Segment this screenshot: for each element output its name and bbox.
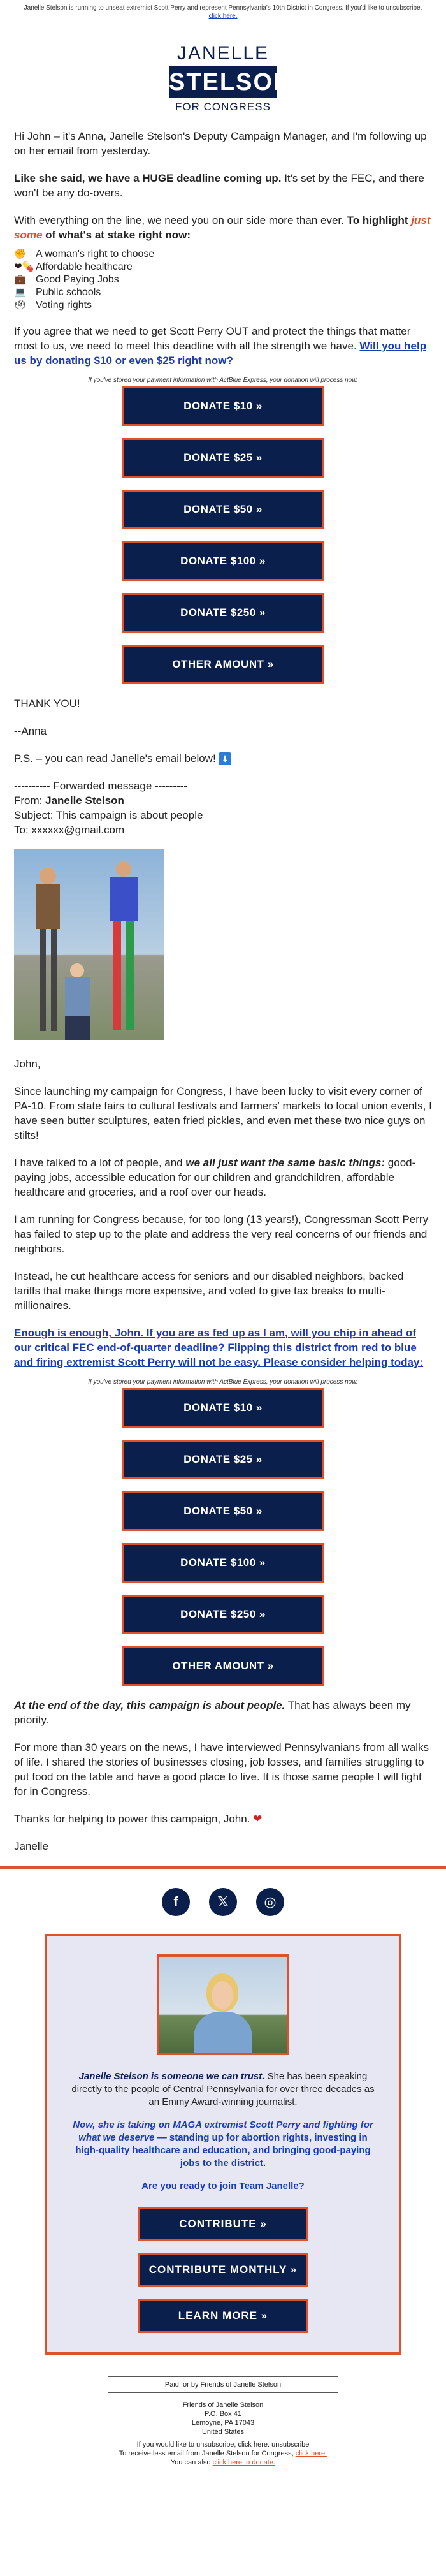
donation-ask — [14, 324, 432, 368]
intro-paragraph: Hi John – it's Anna, Janelle Stelson's Deputy Campaign Manager, and I'm following up on her email from yesterday. — [14, 130, 427, 157]
from-label: From: — [14, 794, 46, 807]
stakes-intro-bold: To highlight — [347, 214, 412, 226]
donation-ask-link[interactable]: Will you help us by donating $10 or even $25 right now? — [14, 340, 427, 367]
list-item-label: Good Paying Jobs — [36, 274, 119, 285]
deadline-bold: Like she said, we have a HUGE deadline coming up. — [14, 172, 282, 184]
donate-other-button[interactable]: OTHER AMOUNT » — [122, 1646, 324, 1686]
donate-50-button[interactable]: DONATE $50 » — [122, 490, 324, 529]
facebook-icon[interactable]: f — [162, 1888, 190, 1916]
letter-signature: Janelle — [14, 1840, 48, 1852]
bio-paragraph — [70, 2070, 376, 2109]
briefcase-icon: 💼 — [14, 274, 26, 285]
contribute-monthly-button[interactable]: CONTRIBUTE MONTHLY » — [138, 2253, 308, 2287]
contribute-button[interactable]: CONTRIBUTE » — [138, 2207, 308, 2241]
learn-more-button[interactable]: LEARN MORE » — [138, 2299, 308, 2333]
preheader-unsubscribe-link[interactable]: click here. — [208, 13, 238, 20]
instagram-icon[interactable]: ◎ — [256, 1888, 284, 1916]
po-box: P.O. Box 41 — [205, 2410, 241, 2418]
donate-25-button[interactable]: DONATE $25 » — [122, 1440, 324, 1479]
actblue-note-2: If you've stored your payment information with ActBlue Express, your donation will process now. — [88, 1379, 358, 1386]
donate-250-button[interactable]: DONATE $250 » — [122, 593, 324, 633]
join-question — [70, 2180, 376, 2193]
campaign-logo — [0, 40, 446, 116]
forward-from — [14, 793, 432, 808]
letter-paragraph-5 — [14, 1698, 432, 1727]
forward-to: To: xxxxxx@gmail.com — [14, 824, 125, 836]
paid-for-disclaimer: Paid for by Friends of Janelle Stelson — [108, 2376, 338, 2393]
donate-10-button[interactable]: DONATE $10 » — [122, 386, 324, 426]
list-item-label: A woman's right to choose — [36, 248, 155, 260]
section-divider — [0, 1866, 446, 1869]
letter-greeting: John, — [14, 1058, 41, 1070]
donate-100-button[interactable]: DONATE $100 » — [122, 1543, 324, 1583]
donate-50-button[interactable]: DONATE $50 » — [122, 1491, 324, 1531]
less-email-text: To receive less email from Janelle Stelson for Congress, — [119, 2450, 296, 2457]
letter-paragraph-7 — [14, 1811, 432, 1826]
country-line: United States — [201, 2428, 245, 2436]
deadline-rest: It's set by the FEC, and there won't be any do-overs. — [14, 172, 424, 199]
preheader — [0, 0, 446, 20]
actblue-note: If you've stored your payment information with ActBlue Express, your donation will process now. — [88, 377, 358, 384]
email-body — [0, 129, 446, 368]
letter-paragraph-2 — [14, 1155, 432, 1199]
taking-on-rest: — standing up for abortion rights, investing in high-quality healthcare and education, and bringing good-paying jobs to the district. — [75, 2132, 371, 2169]
ps-body: P.S. – you can read Janelle's email below! — [14, 752, 219, 765]
p2-rest: good-paying jobs, accessible education for our children and grandchildren, affordable healthcare and groceries, and a roof over our heads. — [14, 1157, 416, 1198]
letter-paragraph-4: Instead, he cut healthcare access for seniors and our disabled neighbors, backed tariffs that make things more expensive, and voted to give tax breaks to multi-millionaires. — [14, 1270, 404, 1312]
donate-other-button[interactable]: OTHER AMOUNT » — [122, 645, 324, 684]
donate-25-button[interactable]: DONATE $25 » — [122, 438, 324, 478]
logo-last-name: STELSON — [169, 66, 277, 98]
donate-250-button[interactable]: DONATE $250 » — [122, 1595, 324, 1634]
org-name: Friends of Janelle Stelson — [182, 2401, 264, 2409]
signature-anna: --Anna — [14, 725, 47, 737]
preheader-text: Janelle Stelson is running to unseat extremist Scott Perry and represent Pennsylvania's 10th District in Congress. If you'd like to unsubscribe, — [24, 4, 422, 11]
donation-ask-text: If you agree that we need to get Scott Perry OUT and protect the things that matter most to us, we need to meet this deadline with all the strength we have. — [14, 325, 411, 352]
letter-paragraph-3: I am running for Congress because, for too long (13 years!), Congressman Scott Perry has failed to step up to the plate and address the very real concerns of our friends and neighbors. — [14, 1213, 429, 1255]
p2-start: I have talked to a lot of people, and — [14, 1157, 186, 1169]
forwarded-header — [14, 779, 432, 837]
taking-on-bold: Now, she is taking on MAGA extremist Scott Perry and fighting for what we deserve — [73, 2119, 373, 2143]
list-item — [14, 298, 432, 311]
stakes-intro — [14, 213, 432, 242]
stilts-photo — [14, 849, 164, 1040]
less-email-link[interactable]: click here. — [295, 2450, 327, 2457]
signoff-section — [0, 696, 446, 1370]
donate-line — [0, 2458, 446, 2467]
letter-paragraph-1: Since launching my campaign for Congress, I have been lucky to visit every corner of PA-10. From state fairs to cultural festivals and farmers' markets to local union events, I have seen butter sculptures, eaten fried pickles, and even met these two nice guys on stilts! — [14, 1085, 432, 1141]
p5-bold: At the end of the day, this campaign is about people. — [14, 1699, 285, 1711]
thanks-text: THANK YOU! — [14, 698, 80, 710]
ballot-box-icon: 🗳 — [14, 299, 27, 311]
footer-card — [45, 1934, 401, 2355]
stakes-intro-start: With everything on the line, we need you on our side more than ever. — [14, 214, 347, 226]
list-item-label: Voting rights — [36, 299, 92, 311]
taking-on-paragraph — [70, 2119, 376, 2170]
laptop-icon: 💻 — [14, 286, 26, 298]
donate-buttons-2 — [0, 1388, 446, 1686]
list-item — [14, 247, 432, 260]
candidate-photo — [157, 1954, 289, 2055]
list-item-label: Affordable healthcare — [36, 261, 133, 272]
list-item — [14, 260, 432, 273]
list-item-label: Public schools — [36, 286, 101, 298]
donate-line-link[interactable]: click here to donate. — [212, 2459, 276, 2466]
x-icon[interactable]: 𝕏 — [209, 1888, 237, 1916]
donate-10-button[interactable]: DONATE $10 » — [122, 1388, 324, 1428]
from-name: Janelle Stelson — [45, 794, 124, 807]
heart-icon: ❤ — [253, 1813, 263, 1825]
letter-closing — [0, 1698, 446, 1854]
stakes-intro-highlight: just some — [14, 214, 431, 241]
unsubscribe-line[interactable]: If you would like to unsubscribe, click here: unsubscribe — [136, 2441, 310, 2448]
logo-first-name: JANELLE — [176, 43, 270, 64]
stakes-list — [14, 247, 432, 311]
deadline-paragraph — [14, 171, 432, 200]
donate-100-button[interactable]: DONATE $100 » — [122, 541, 324, 581]
city-line: Lemoyne, PA 17043 — [191, 2419, 255, 2427]
less-email-line — [0, 2449, 446, 2458]
ps-text — [14, 751, 432, 766]
logo-tagline: FOR CONGRESS — [175, 101, 271, 113]
p7-text: Thanks for helping to power this campaign, John. — [14, 1813, 254, 1825]
join-link[interactable]: Are you ready to join Team Janelle? — [141, 2181, 305, 2192]
stakes-intro-bold-end: of what's at stake right now: — [42, 229, 191, 241]
social-links — [0, 1888, 446, 1916]
donate-line-text: You can also — [170, 2459, 213, 2466]
mailing-address — [0, 2401, 446, 2467]
bio-bold: Janelle Stelson is someone we can trust. — [78, 2071, 265, 2082]
forward-separator: ---------- Forwarded message --------- — [14, 780, 187, 792]
heart-pill-icon: ❤💊 — [14, 261, 34, 272]
list-item — [14, 286, 432, 298]
letter-ask — [14, 1326, 432, 1370]
forward-subject: Subject: This campaign is about people — [14, 809, 203, 821]
donate-buttons-1 — [0, 386, 446, 684]
p5-rest: That has always been my priority. — [14, 1699, 411, 1726]
bio-rest: She has been speaking directly to the people of Central Pennsylvania for over three decades as an Emmy Award-winning journalist. — [71, 2071, 375, 2107]
p2-bold: we all just want the same basic things: — [185, 1157, 385, 1169]
letter-ask-link[interactable]: Enough is enough, John. If you are as fed up as I am, will you chip in ahead of our critical FEC end-of-quarter deadline? Flipping this district from red to blue and firing extremist Scott Perry will not be easy. Please consider helping today: — [14, 1327, 424, 1368]
letter-paragraph-6: For more than 30 years on the news, I have interviewed Pennsylvanians from all walks of life. I shared the stories of businesses closing, job losses, and families struggling to put food on the table and have a good place to live. It is those same people I will fight for in Congress. — [14, 1741, 429, 1797]
fist-icon: ✊ — [14, 248, 26, 260]
list-item — [14, 273, 432, 286]
down-arrow-icon: ⬇ — [219, 752, 231, 765]
